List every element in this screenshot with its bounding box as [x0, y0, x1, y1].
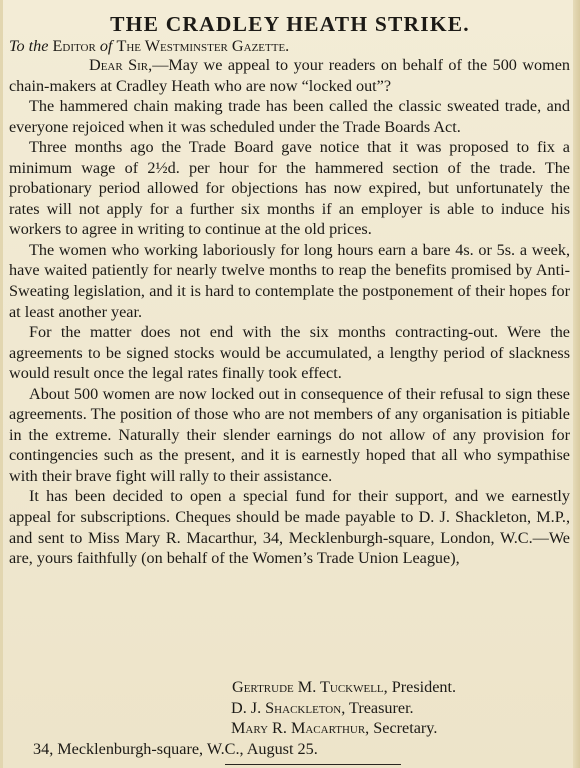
paper-edge-left — [0, 0, 3, 768]
paragraph-2: The hammered chain making trade has been called the classic sweated trade, and everyone rejoiced when it was scheduled under the Trade Boards Act. — [9, 97, 570, 136]
signature-role: President. — [391, 678, 457, 696]
address-date-line: 34, Mecklenburgh-square, W.C., August 25. — [33, 740, 318, 758]
signature-treasurer — [0, 698, 580, 719]
closing-rule — [225, 764, 401, 765]
article-body — [9, 55, 570, 569]
salutation-to-the: To the — [9, 37, 49, 55]
signature-name: D. J. Shackleton, — [231, 698, 346, 717]
paragraph-7: It has been decided to open a special fund for their support, and we earnestly appeal for subscriptions. Cheques should be made payable to D. J. Shackleton, M.P., and sent to Miss Mary R. Macarthur, 34, Mecklenburgh-square, London, W.C.—We are, yours faithfully (on behalf of the Women’s Trade Union League), — [9, 487, 570, 568]
salutation-publication: The Westminster Gazette. — [116, 37, 290, 55]
signature-block — [0, 677, 580, 739]
signature-president — [0, 677, 580, 698]
salutation-line — [9, 36, 289, 56]
signature-role: Secretary. — [373, 719, 438, 738]
signature-name: Gertrude M. Tuckwell, — [232, 678, 388, 696]
paragraph-3: Three months ago the Trade Board gave notice that it was proposed to fix a minimum wage of 2½d. per hour for the hammered section of the trade. The probationary period allowed for objections has now expired, but unfortunately the rates will not apply for a further six months if an employer is able to induce his workers to agree in writing to continue at the old prices. — [9, 138, 570, 239]
salutation-editor: Editor — [52, 37, 96, 55]
signature-role: Treasurer. — [349, 698, 414, 717]
paper-edge-right — [573, 0, 580, 768]
paragraph-1-text: —May we appeal to your readers on behalf of the 500 women chain-makers at Cradley Heath who are now “locked out”? — [9, 56, 570, 95]
paragraph-1 — [9, 55, 570, 96]
paragraph-4: The women who working laboriously for long hours earn a bare 4s. or 5s. a week, have waited patiently for nearly twelve months to reap the benefits promised by Anti-Sweating legislation, and it is hard to contemplate the postponement of their hopes for at least another year. — [9, 240, 570, 321]
paragraph-5: For the matter does not end with the six months contracting-out. Were the agreements to be signed stocks would be accumulated, a lengthy period of slackness would result once the legal rates finally took effect. — [9, 323, 570, 383]
salutation-of: of — [99, 37, 113, 55]
signature-name: Mary R. Macarthur, — [231, 719, 370, 738]
greeting: Dear Sir, — [89, 56, 153, 74]
article-title: THE CRADLEY HEATH STRIKE. — [110, 12, 470, 36]
paragraph-6: About 500 women are now locked out in consequence of their refusal to sign these agreements. The position of those who are not members of any organisation is pitiable in the extreme. Naturally their slender earnings do not allow of any provision for contingencies such as the present, and it is earnestly hoped that all who sympathise with their brave fight will rally to their assistance. — [9, 384, 570, 485]
signature-secretary — [0, 718, 580, 739]
